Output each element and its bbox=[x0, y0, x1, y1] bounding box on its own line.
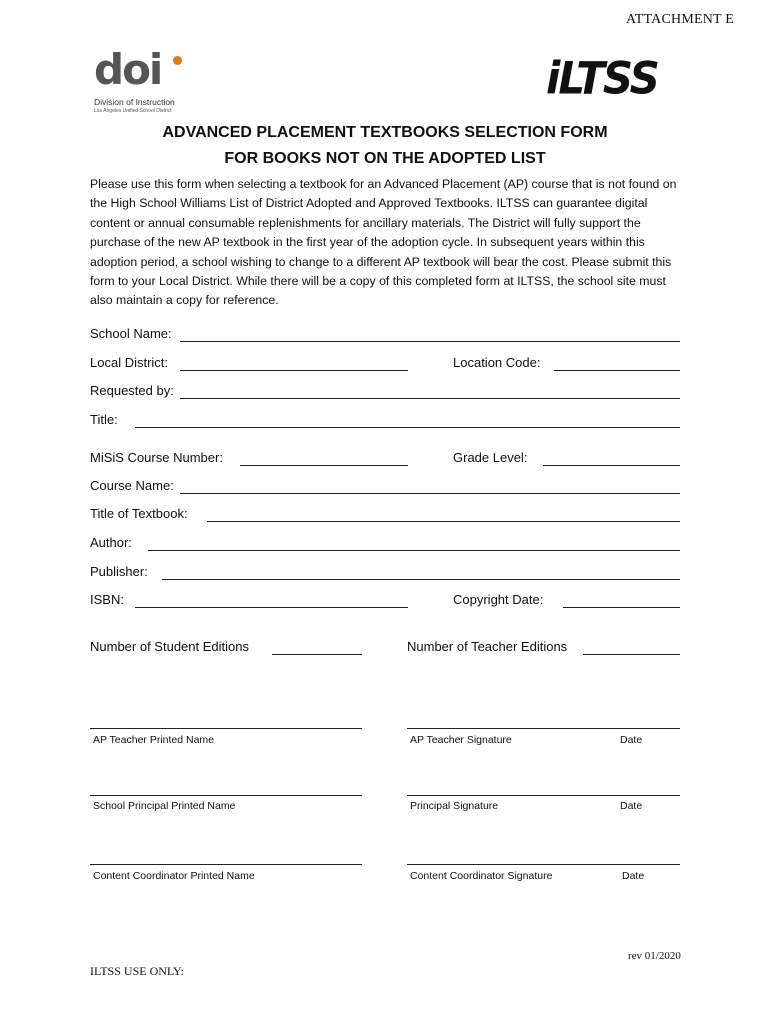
local-district-label: Local District: bbox=[90, 355, 169, 370]
attachment-label: ATTACHMENT E bbox=[626, 12, 734, 27]
misis-course-number-label: MiSiS Course Number: bbox=[90, 450, 223, 465]
course-name-label: Course Name: bbox=[90, 478, 174, 493]
copyright-date-label: Copyright Date: bbox=[453, 592, 544, 607]
school-name-label: School Name: bbox=[90, 326, 172, 341]
requested-by-label: Requested by: bbox=[90, 383, 174, 398]
principal-signature-label: Principal Signature bbox=[410, 800, 499, 812]
course-name-field[interactable] bbox=[180, 493, 680, 494]
teacher-editions-field[interactable] bbox=[583, 654, 680, 655]
date-label-1: Date bbox=[620, 734, 643, 746]
form-title-line1: ADVANCED PLACEMENT TEXTBOOKS SELECTION FORM bbox=[162, 124, 608, 141]
location-code-field[interactable] bbox=[554, 370, 680, 371]
grade-level-label: Grade Level: bbox=[453, 450, 528, 465]
requested-by-field[interactable] bbox=[180, 398, 680, 399]
isbn-field[interactable] bbox=[135, 607, 408, 608]
student-editions-label: Number of Student Editions bbox=[90, 639, 249, 654]
grade-level-field[interactable] bbox=[543, 465, 680, 466]
title-field[interactable] bbox=[135, 427, 680, 428]
ap-teacher-printed-name-line[interactable] bbox=[90, 728, 362, 729]
ap-teacher-printed-name-label: AP Teacher Printed Name bbox=[93, 734, 215, 746]
coordinator-printed-name-line[interactable] bbox=[90, 864, 362, 865]
misis-course-number-field[interactable] bbox=[240, 465, 408, 466]
local-district-field[interactable] bbox=[180, 370, 408, 371]
publisher-label: Publisher: bbox=[90, 564, 148, 579]
doi-logo-text: doi bbox=[94, 45, 162, 94]
publisher-field[interactable] bbox=[162, 579, 680, 580]
copyright-date-field[interactable] bbox=[563, 607, 680, 608]
iltss-use-only-label: ILTSS USE ONLY: bbox=[90, 964, 184, 978]
iltss-logo: iLTSS bbox=[546, 52, 658, 105]
author-label: Author: bbox=[90, 535, 132, 550]
principal-printed-name-label: School Principal Printed Name bbox=[93, 800, 236, 812]
title-label: Title: bbox=[90, 412, 118, 427]
doi-logo bbox=[94, 45, 194, 116]
doi-logo-dot bbox=[173, 56, 182, 65]
revision-label: rev 01/2020 bbox=[628, 950, 681, 962]
principal-signature-line[interactable] bbox=[407, 795, 680, 796]
intro-paragraph: Please use this form when selecting a textbook for an Advanced Placement (AP) course that is not found on the High School Williams List of District Adopted and Approved Textbooks. ILTSS can guarantee digital content or annual consumable replenishments for ancillary materials. The District will fully support the purchase of the new AP textbook in the first year of the adoption cycle. In subsequent years within this adoption period, a school wishing to change to a different AP textbook will bear the cost. Please submit this form to your Local District. While there will be a copy of this completed form at ILTSS, the school site must also maintain a copy for reference. bbox=[90, 177, 677, 308]
coordinator-signature-label: Content Coordinator Signature bbox=[410, 870, 553, 882]
coordinator-printed-name-label: Content Coordinator Printed Name bbox=[93, 870, 255, 882]
teacher-editions-label: Number of Teacher Editions bbox=[407, 639, 568, 654]
student-editions-field[interactable] bbox=[272, 654, 362, 655]
date-label-2: Date bbox=[620, 800, 643, 812]
title-of-textbook-field[interactable] bbox=[207, 521, 680, 522]
coordinator-signature-line[interactable] bbox=[407, 864, 680, 865]
date-label-3: Date bbox=[622, 870, 645, 882]
principal-printed-name-line[interactable] bbox=[90, 795, 362, 796]
doi-logo-district: Los Angeles Unified School District bbox=[94, 108, 172, 114]
ap-teacher-signature-label: AP Teacher Signature bbox=[410, 734, 512, 746]
school-name-field[interactable] bbox=[180, 341, 680, 342]
author-field[interactable] bbox=[148, 550, 680, 551]
location-code-label: Location Code: bbox=[453, 355, 541, 370]
isbn-label: ISBN: bbox=[90, 592, 124, 607]
doi-logo-subtitle: Division of Instruction bbox=[94, 97, 175, 107]
title-of-textbook-label: Title of Textbook: bbox=[90, 506, 188, 521]
form-title-line2: FOR BOOKS NOT ON THE ADOPTED LIST bbox=[224, 150, 546, 167]
ap-teacher-signature-line[interactable] bbox=[407, 728, 680, 729]
